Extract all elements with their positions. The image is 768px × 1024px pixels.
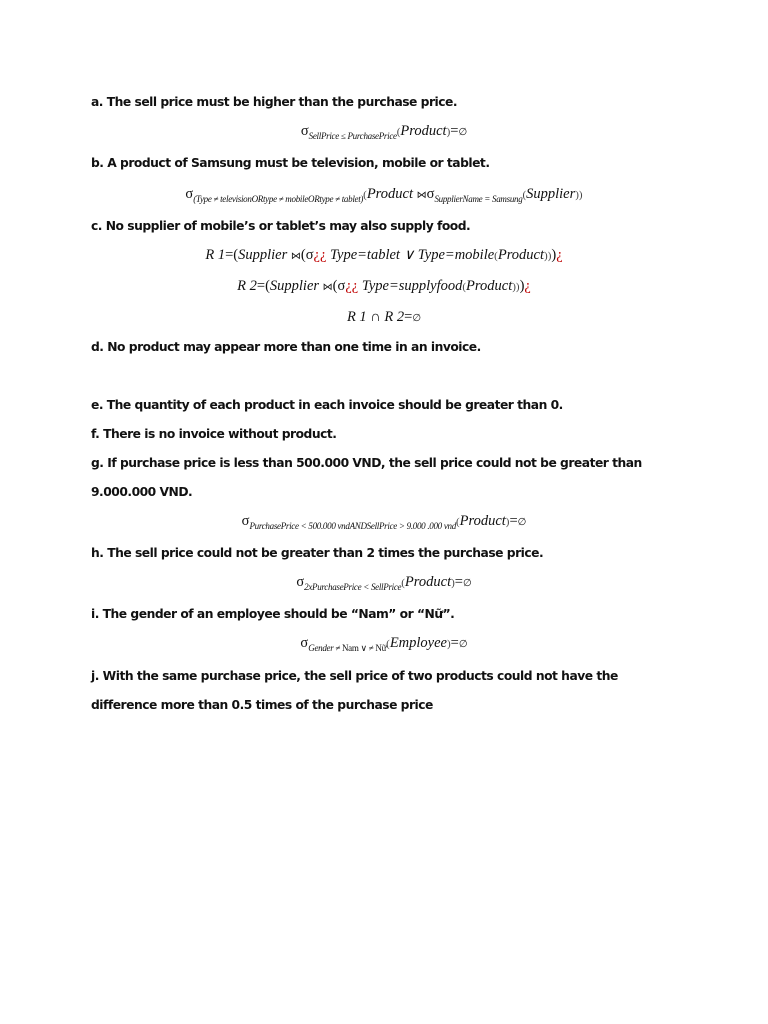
empty-set-symbol: ∅ <box>462 578 472 589</box>
relation-name: R 2 <box>237 278 257 294</box>
relation-name: R 1 <box>205 247 226 263</box>
join-symbol: ⋈ <box>416 190 427 201</box>
sigma-symbol: σ <box>337 278 346 294</box>
requirement-b: b. A product of Samsung must be television, mobile or tablet. <box>91 156 490 170</box>
requirement-d: d. No product may appear more than one time in an invoice. <box>91 340 481 354</box>
sigma-symbol: σ <box>305 247 314 263</box>
join-symbol: ⋈ <box>322 282 333 293</box>
requirement-h: h. The sell price could not be greater than 2 times the purchase price. <box>91 546 544 560</box>
formula-c3: R 1 ∩ R 2=∅ <box>346 309 422 325</box>
relation-name: Employee <box>389 635 447 651</box>
relation-name: Product <box>466 278 513 294</box>
error-glyph: ¿ <box>319 247 327 263</box>
selection-condition: 2xPurchasePrice < SellPrice <box>304 582 402 592</box>
selection-condition: (Type ≠ televisionORtype ≠ mobileORtype ≠ tablet) <box>193 194 364 204</box>
error-glyph: ¿ <box>345 278 352 294</box>
requirement-c: c. No supplier of mobile’s or tablet’s may also supply food. <box>91 219 471 233</box>
requirement-e: e. The quantity of each product in each invoice should be greater than 0. <box>91 398 563 412</box>
error-glyph: ¿ <box>313 247 320 263</box>
formula-c1: R 1=(Supplier ⋈(σ¿¿ Type=tablet ∨ Type=mobile(Product)))¿ <box>205 247 563 263</box>
relation-name: Supplier <box>526 186 576 202</box>
empty-set-symbol: ∅ <box>458 639 468 650</box>
relation-name: Supplier <box>269 278 320 294</box>
sigma-symbol: σ <box>426 186 435 202</box>
relation-name: Product <box>366 186 413 202</box>
formula-g: $\sigma_{PurchasePrice < 500.000 vndANDSellPrice > 9.000 .000 vnd}(Product)=\emptyset$ <box>241 513 527 531</box>
formula-h: $\sigma_{2xPurchasePrice < SellPrice}(Product)=\emptyset$ <box>296 574 472 592</box>
selection-condition: PurchasePrice < 500.000 vndANDSellPrice > 9.000 .000 vnd <box>249 521 456 531</box>
requirement-a: a. The sell price must be higher than the purchase price. <box>91 95 458 109</box>
requirement-f: f. There is no invoice without product. <box>91 427 337 441</box>
selection-condition: SellPrice ≤ PurchasePrice <box>308 131 397 141</box>
empty-set-symbol: ∅ <box>412 313 422 324</box>
relation-name: Product <box>400 123 447 139</box>
formula-i: $\sigma_{Gender \ne Nam \vee \ne Nữ}(Employee)=\emptyset$ <box>300 635 468 653</box>
sigma-symbol: σ <box>300 635 309 651</box>
error-glyph: ¿ <box>351 278 359 294</box>
empty-set-symbol: ∅ <box>458 127 468 138</box>
selection-condition: Type=tablet ∨ Type=mobile <box>330 247 495 263</box>
relation-name: Product <box>404 574 452 590</box>
join-symbol: ⋈ <box>290 251 301 262</box>
selection-condition: SupplierName = Samsung <box>434 194 523 204</box>
formula-b: $\sigma_{(Type \ne televisionORtype \ne mobileORtype \ne tablet)}(Product$ $⋈\sigma_{SupplierName = Samsung}(Supplier)$) <box>185 186 583 204</box>
error-glyph: ¿ <box>524 278 531 294</box>
requirement-i: i. The gender of an employee should be “Nam” or “Nữ”. <box>91 607 455 621</box>
sigma-symbol: σ <box>300 123 309 139</box>
relation-name: Product <box>459 513 506 529</box>
formula-c2: R 2=(Supplier ⋈(σ¿¿ Type=supplyfood(Product)))¿ <box>237 278 531 294</box>
formula-a: $\sigma_{SellPrice \le PurchasePrice}(Product)=\emptyset$ <box>300 123 468 141</box>
selection-condition: Type=supplyfood <box>361 278 463 294</box>
sigma-symbol: σ <box>296 574 305 590</box>
relation-name: R 1 ∩ R 2 <box>346 309 405 325</box>
requirement-g-continued: 9.000.000 VND. <box>91 485 193 499</box>
relation-name: Supplier <box>238 247 288 263</box>
sigma-symbol: σ <box>185 186 194 202</box>
selection-condition: Gender ≠ Nam ∨ ≠ Nữ <box>308 643 387 653</box>
empty-set-symbol: ∅ <box>517 517 527 528</box>
error-glyph: ¿ <box>556 247 563 263</box>
sigma-symbol: σ <box>241 513 250 529</box>
relation-name: Product <box>497 247 545 263</box>
requirement-j: j. With the same purchase price, the sell price of two products could not have the <box>91 669 618 683</box>
requirement-j-continued: difference more than 0.5 times of the purchase price <box>91 698 433 712</box>
requirement-g: g. If purchase price is less than 500.000 VND, the sell price could not be greater than <box>91 456 642 470</box>
